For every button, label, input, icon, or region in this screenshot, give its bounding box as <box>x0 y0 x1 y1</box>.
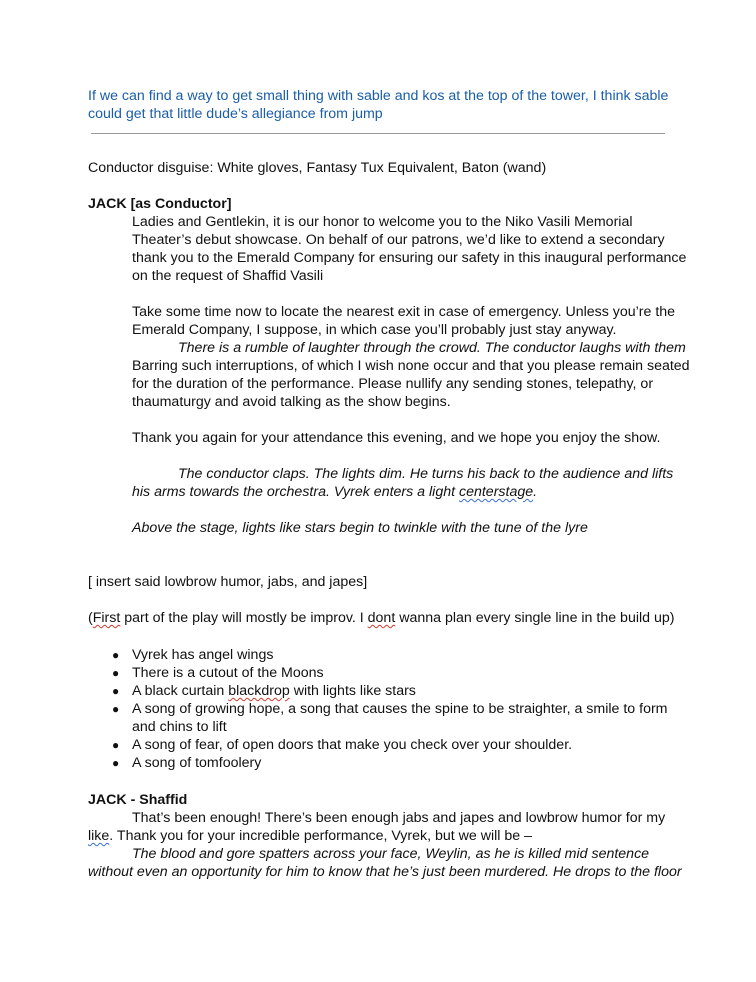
bullet-icon: ● <box>112 666 120 680</box>
speech-line: Ladies and Gentlekin, it is our honor to welcome you to the Niko Vasili Memorial <box>132 214 633 230</box>
list-item: A song of tomfoolery <box>132 755 262 771</box>
bullet-icon: ● <box>112 756 120 770</box>
improv-text: wanna plan every single line in the build up) <box>395 610 675 626</box>
speech-line: Thank you again for your attendance this evening, and we hope you enjoy the show. <box>132 430 661 446</box>
speech-text: . Thank you for your incredible performance, Vyrek, but we will be – <box>109 828 532 844</box>
speech-line: Emerald Company, I suppose, in which case you’ll probably just stay anyway. <box>132 322 617 338</box>
improv-text: ( <box>88 610 93 626</box>
stage-direction: without even an opportunity for him to know that he’s just been murdered. He drops to the floor <box>88 864 682 880</box>
stage-direction-text: his arms towards the orchestra. Vyrek enters a light <box>132 484 459 500</box>
improv-text: part of the play will mostly be improv. I <box>120 610 368 626</box>
stage-direction: The conductor claps. The lights dim. He turns his back to the audience and lifts <box>178 466 674 482</box>
disguise-line: Conductor disguise: White gloves, Fantasy Tux Equivalent, Baton (wand) <box>88 160 547 176</box>
speech-line: Barring such interruptions, of which I wish none occur and that you please remain seated <box>132 358 690 374</box>
speech-line: Take some time now to locate the nearest exit in case of emergency. Unless you’re the <box>132 304 676 320</box>
speech-line <box>88 827 532 845</box>
list-item-text: A black curtain <box>132 683 229 699</box>
bullet-icon: ● <box>112 702 120 716</box>
stage-direction-text: . <box>533 484 538 500</box>
bullet-icon: ● <box>112 738 120 752</box>
list-item: A song of fear, of open doors that make you check over your shoulder. <box>132 737 573 753</box>
speech-line: thaumaturgy and avoid talking as the show begins. <box>132 394 451 410</box>
horizontal-rule <box>91 133 665 134</box>
speaker-header-shaffid: JACK - Shaffid <box>88 792 188 808</box>
list-item: A song of growing hope, a song that causes the spine to be straighter, a smile to form <box>132 701 668 717</box>
bullet-icon: ● <box>112 648 120 662</box>
list-item: There is a cutout of the Moons <box>132 665 324 681</box>
list-item <box>132 682 416 700</box>
insert-note: [ insert said lowbrow humor, jabs, and japes] <box>88 574 368 590</box>
speech-line: for the duration of the performance. Please nullify any sending stones, telepathy, or <box>132 376 654 392</box>
spellcheck-word[interactable]: dont <box>367 610 396 626</box>
speech-line: That’s been enough! There’s been enough jabs and japes and lowbrow humor for my <box>132 810 666 826</box>
bullet-icon: ● <box>112 684 120 698</box>
spellcheck-word[interactable]: centerstage <box>458 484 534 500</box>
stage-direction: The blood and gore spatters across your face, Weylin, as he is killed mid sentence <box>132 846 650 862</box>
list-item: and chins to lift <box>132 719 227 735</box>
stage-direction: There is a rumble of laughter through the crowd. The conductor laughs with them <box>178 340 686 356</box>
comment-line-1: If we can find a way to get small thing with sable and kos at the top of the tower, I think sable <box>88 88 669 104</box>
speech-line: thank you to the Emerald Company for ensuring our safety in this inaugural performance <box>132 250 687 266</box>
list-item-text: with lights like stars <box>289 683 416 699</box>
speech-line: on the request of Shaffid Vasili <box>132 268 324 284</box>
spellcheck-word[interactable]: like <box>88 828 110 844</box>
speech-line: Theater’s debut showcase. On behalf of our patrons, we’d like to extend a secondary <box>132 232 665 248</box>
spellcheck-word[interactable]: blackdrop <box>228 683 290 699</box>
comment-line-2: could get that little dude’s allegiance from jump <box>88 106 383 122</box>
speaker-header-conductor: JACK [as Conductor] <box>88 196 232 212</box>
improv-note <box>88 609 674 627</box>
spellcheck-word[interactable]: First <box>92 610 121 626</box>
stage-direction: Above the stage, lights like stars begin to twinkle with the tune of the lyre <box>132 520 588 536</box>
stage-direction <box>132 483 537 501</box>
list-item: Vyrek has angel wings <box>132 647 274 663</box>
